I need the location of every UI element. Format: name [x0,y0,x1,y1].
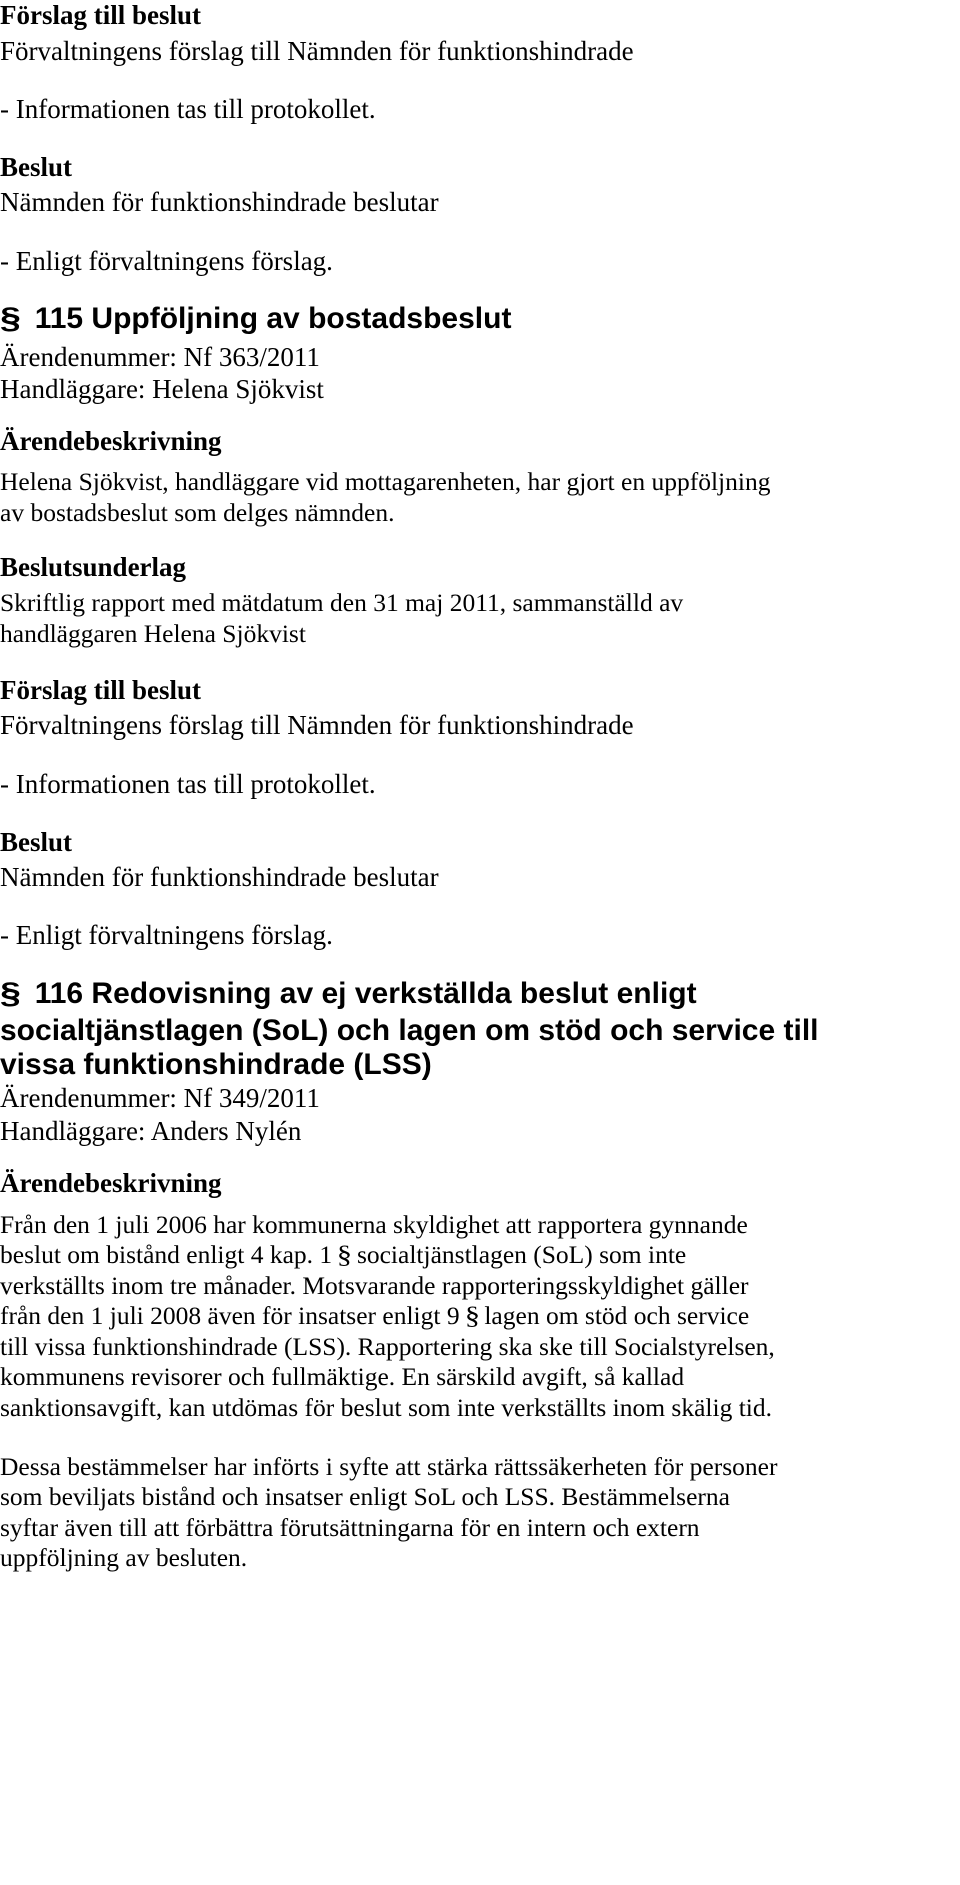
section-116-title-line: vissa funktionshindrade (LSS) [0,1048,432,1081]
section-symbol-icon: § [464,1301,480,1330]
decision-heading: Beslut [0,152,73,182]
section-115-basis-line: Skriftlig rapport med mätdatum den 31 maj 2011, sammanställd av [0,588,684,617]
section-115-decision-item: - Enligt förvaltningens förslag. [0,920,333,950]
decision-item: - Enligt förvaltningens förslag. [0,246,333,276]
section-116-title-line: socialtjänstlagen (SoL) och lagen om stöd och service till [0,1014,819,1047]
text-segment: beslut om bistånd enligt 4 kap. 1 [0,1240,333,1269]
text-segment: socialtjänstlagen (SoL) som inte [356,1240,687,1269]
decision-text: Nämnden för funktionshindrade beslutar [0,187,439,217]
section-115-case-number: Ärendenummer: Nf 363/2011 [0,342,320,372]
section-symbol-icon: § [0,977,21,1010]
section-116-officer: Handläggare: Anders Nylén [0,1116,302,1146]
section-116-paragraph-line: Dessa bestämmelser har införts i syfte att stärka rättssäkerheten för personer [0,1452,778,1481]
section-116-title-line: 116 Redovisning av ej verkställda beslut enligt [34,977,697,1010]
section-115-proposal-item: - Informationen tas till protokollet. [0,769,376,799]
section-115-description-line: av bostadsbeslut som delges nämnden. [0,498,395,527]
proposal-item: - Informationen tas till protokollet. [0,94,376,124]
section-116-description-heading: Ärendebeskrivning [0,1168,222,1198]
section-symbol-icon: § [336,1240,353,1269]
proposal-heading: Förslag till beslut [0,0,201,30]
section-116-heading [0,979,697,1009]
section-115-decision-heading: Beslut [0,827,73,857]
section-115-officer: Handläggare: Helena Sjökvist [0,374,324,404]
section-115-basis-line: handläggaren Helena Sjökvist [0,619,306,648]
section-116-paragraph-line: till vissa funktionshindrade (LSS). Rapportering ska ske till Socialstyrelsen, [0,1332,775,1361]
section-115-description-heading: Ärendebeskrivning [0,426,222,456]
text-segment: från den 1 juli 2008 även för insatser enligt 9 [0,1301,460,1330]
section-116-paragraph-line [0,1303,749,1329]
section-115-description-line: Helena Sjökvist, handläggare vid mottagarenheten, har gjort en uppföljning [0,467,771,496]
section-symbol-icon: § [0,302,21,335]
section-116-paragraph-line: som beviljats bistånd och insatser enligt SoL och LSS. Bestämmelserna [0,1482,730,1511]
section-115-basis-heading: Beslutsunderlag [0,552,187,582]
text-segment: lagen om stöd och service [484,1301,750,1330]
proposal-text: Förvaltningens förslag till Nämnden för funktionshindrade [0,36,634,66]
section-116-paragraph-line: syftar även till att förbättra förutsättningarna för en intern och extern [0,1513,700,1542]
section-115-proposal-text: Förvaltningens förslag till Nämnden för funktionshindrade [0,710,634,740]
section-116-paragraph-line: kommunens revisorer och fullmäktige. En särskild avgift, så kallad [0,1362,685,1391]
section-116-paragraph-line: Från den 1 juli 2006 har kommunerna skyldighet att rapportera gynnande [0,1210,748,1239]
section-116-paragraph-line: verkställts inom tre månader. Motsvarande rapporteringsskyldighet gäller [0,1271,749,1300]
section-116-paragraph-line [0,1242,686,1268]
section-115-heading [0,304,511,334]
section-115-title: 115 Uppföljning av bostadsbeslut [34,302,512,335]
section-116-paragraph-line: uppföljning av besluten. [0,1543,248,1572]
section-115-decision-text: Nämnden för funktionshindrade beslutar [0,862,439,892]
section-115-proposal-heading: Förslag till beslut [0,675,201,705]
section-116-case-number: Ärendenummer: Nf 349/2011 [0,1083,320,1113]
section-116-paragraph-line: sanktionsavgift, kan utdömas för beslut som inte verkställts inom skälig tid. [0,1393,772,1422]
